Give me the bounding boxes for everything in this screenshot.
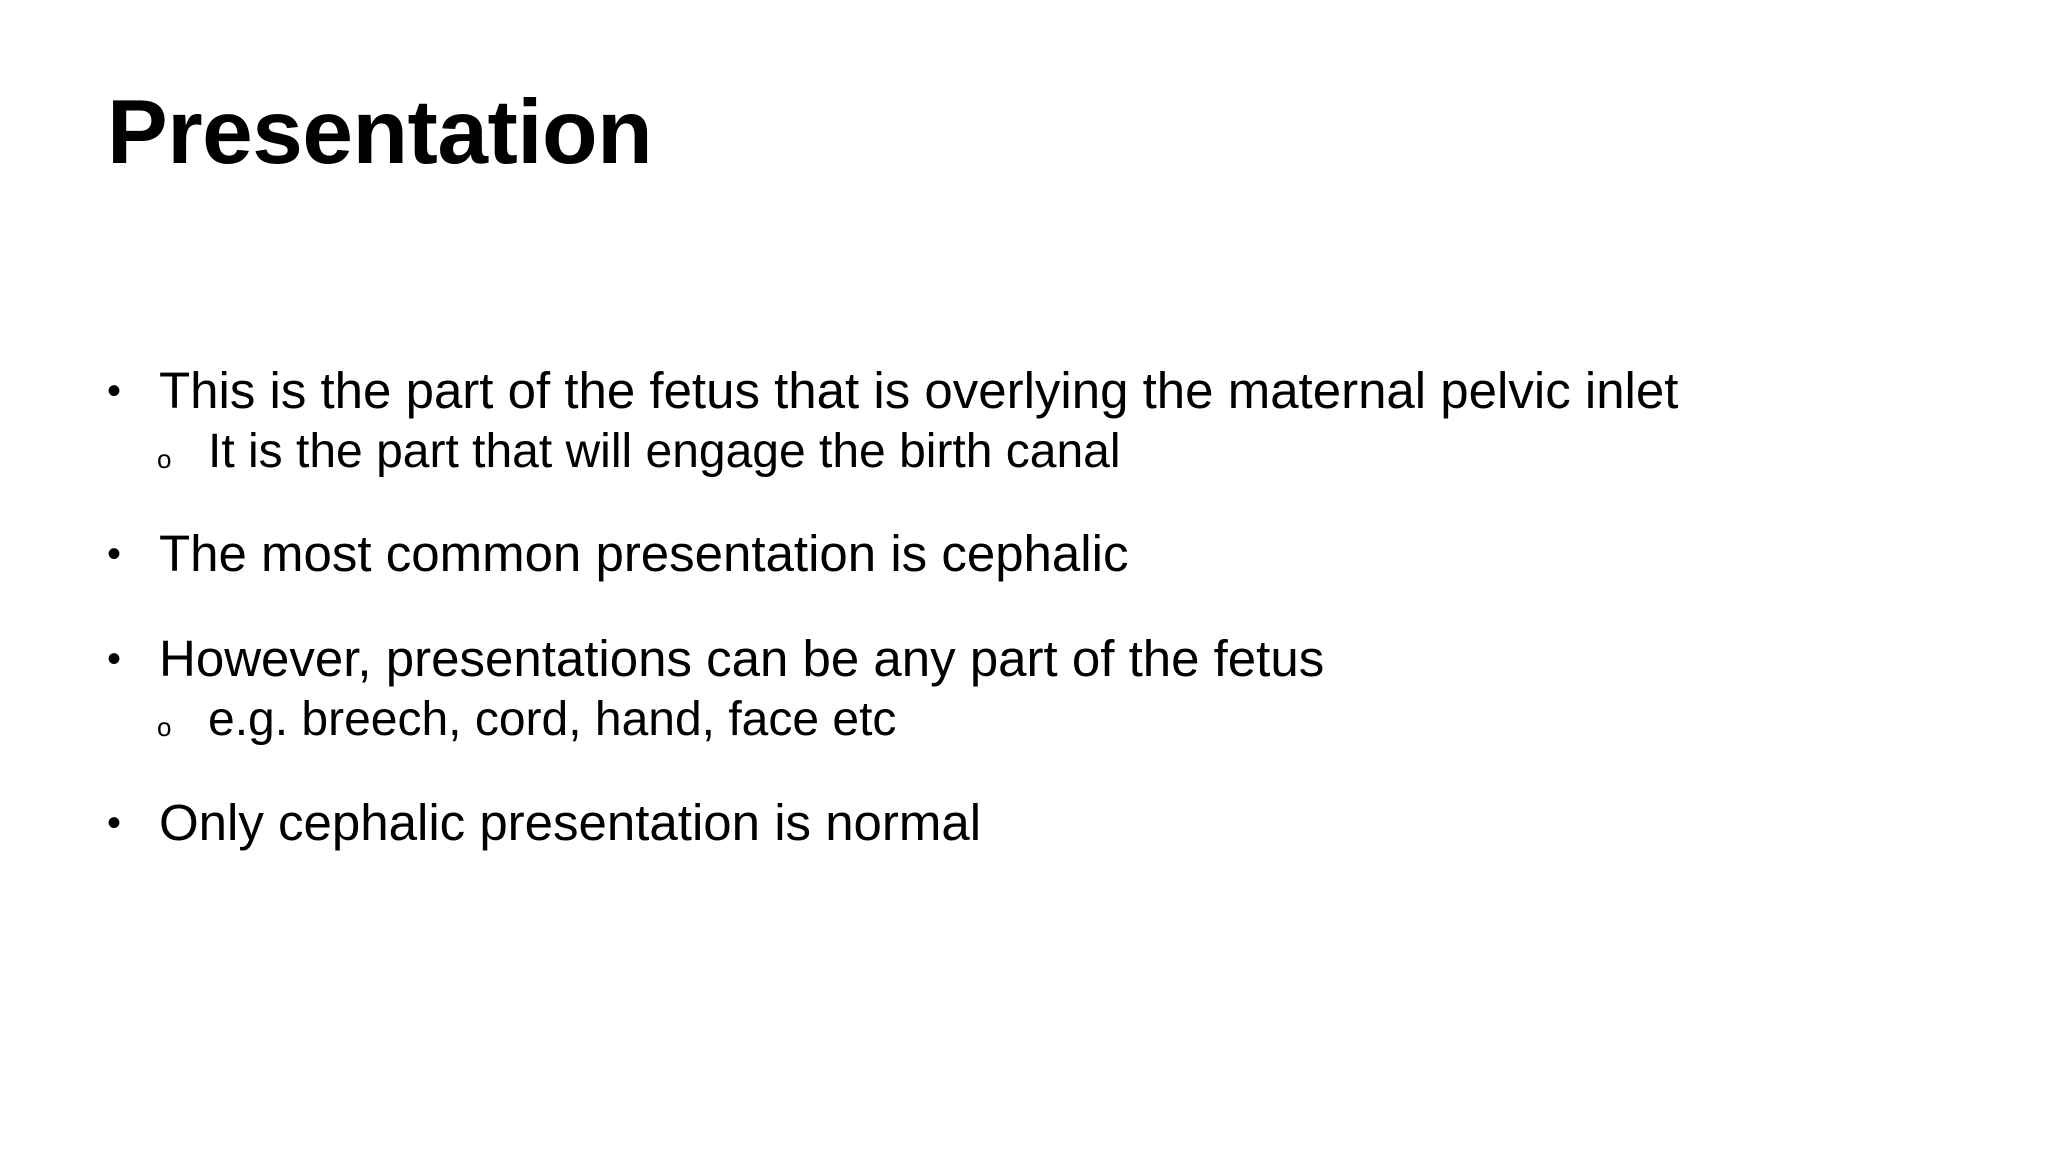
bullet-icon: • <box>107 369 122 413</box>
bullet-text: The most common presentation is cephalic <box>159 525 1129 582</box>
bullet-text: However, presentations can be any part of the fetus <box>159 630 1325 687</box>
slide-title: Presentation <box>107 82 653 183</box>
sub-bullet-icon: o <box>157 444 172 474</box>
bullet-icon: • <box>107 801 122 845</box>
sub-bullet-icon: o <box>157 712 172 742</box>
bullet-icon: • <box>107 532 122 576</box>
bullet-icon: • <box>107 637 122 681</box>
bullet-text: This is the part of the fetus that is overlying the maternal pelvic inlet <box>159 362 1679 419</box>
sub-bullet-text: It is the part that will engage the birth canal <box>208 425 1121 478</box>
sub-bullet-text: e.g. breech, cord, hand, face etc <box>208 693 897 746</box>
bullet-text: Only cephalic presentation is normal <box>159 794 982 851</box>
